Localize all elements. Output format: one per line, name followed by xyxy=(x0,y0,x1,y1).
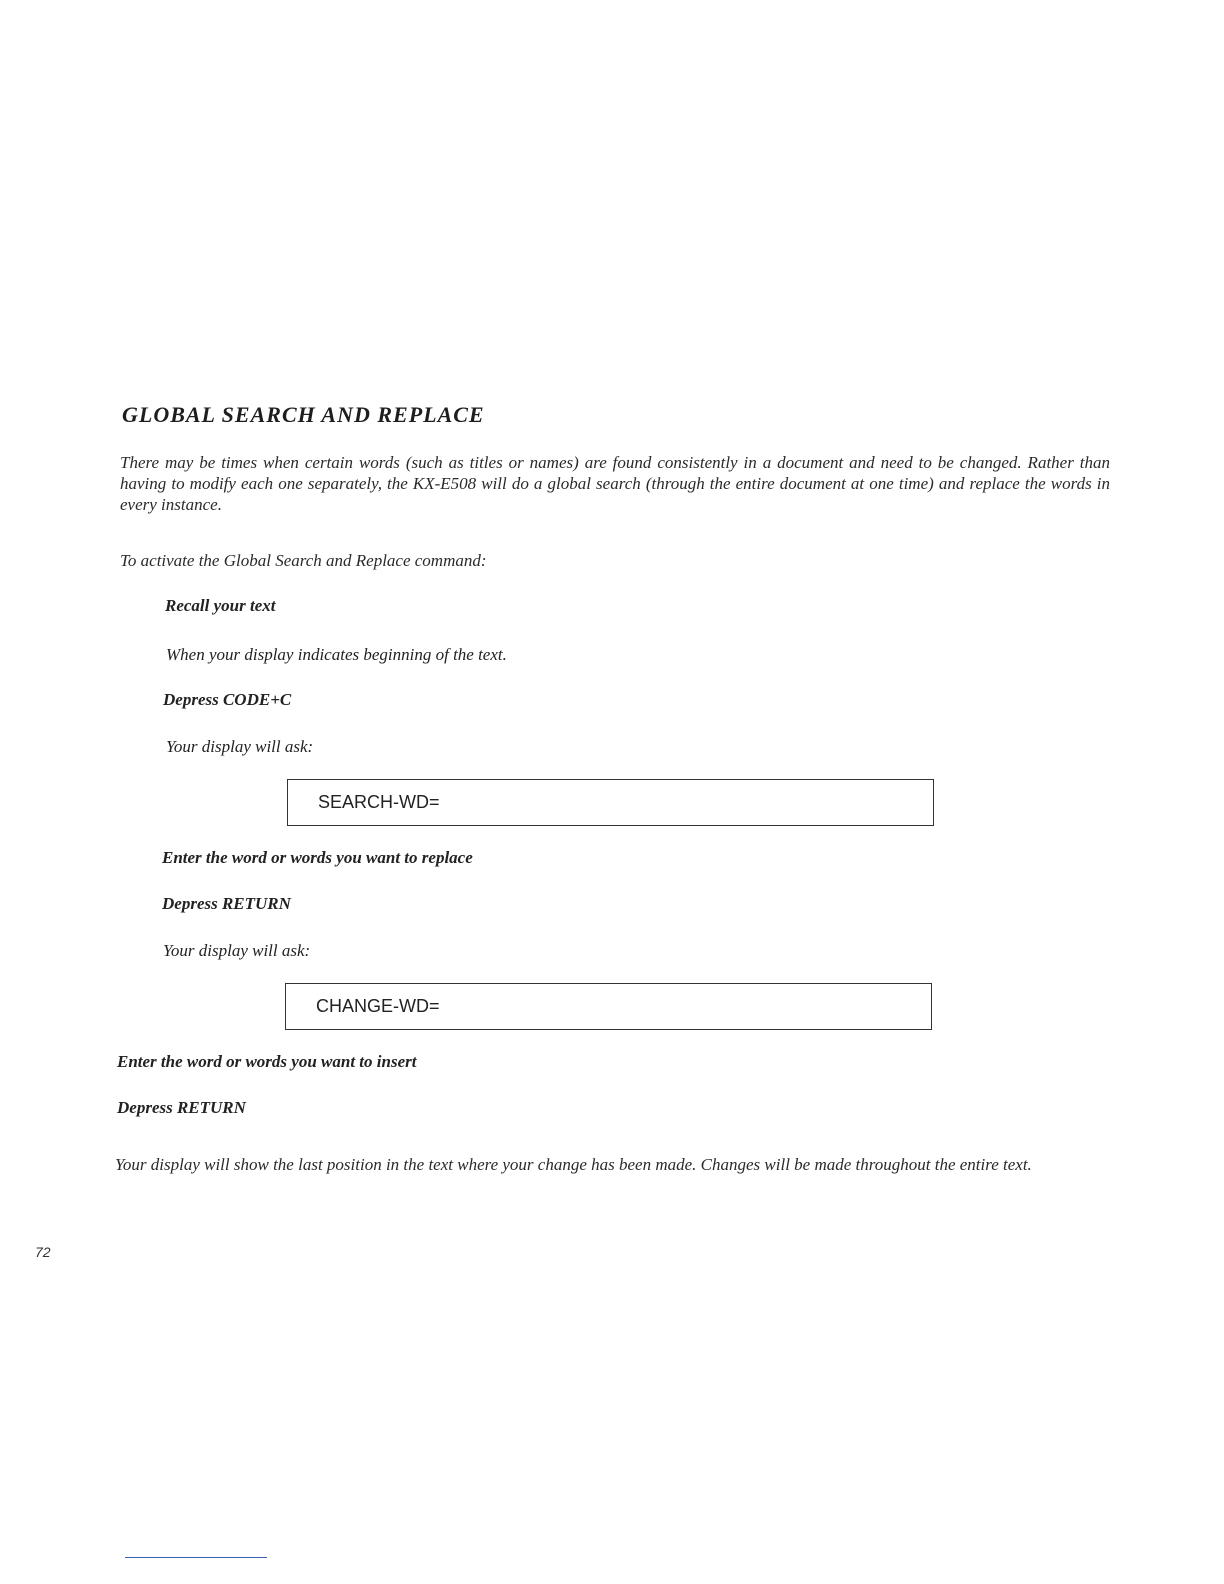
step-depress-return-first: Depress RETURN xyxy=(162,894,291,913)
change-word-display xyxy=(285,983,932,1030)
step-display-beginning: When your display indicates beginning of the text. xyxy=(166,645,507,664)
step-display-ask-change: Your display will ask: xyxy=(163,941,311,960)
step-depress-return-second: Depress RETURN xyxy=(117,1098,246,1117)
closing-paragraph: Your display will show the last position in the text where your change has been made. Changes will be made throughout the entire text. xyxy=(115,1155,1032,1174)
activate-instruction: To activate the Global Search and Replace command: xyxy=(120,551,487,570)
step-depress-code-c: Depress CODE+C xyxy=(163,690,292,709)
page-number: 72 xyxy=(35,1244,51,1260)
intro-paragraph: There may be times when certain words (such as titles or names) are found consistently in a document and need to be changed. Rather than having to modify each one separately, the KX-E508 will do a global search (through the entire document at one time) and replace the words in every instance. xyxy=(120,453,1110,514)
search-word-prompt: SEARCH-WD= xyxy=(318,792,440,812)
step-enter-replace-word: Enter the word or words you want to replace xyxy=(162,848,473,867)
section-heading: GLOBAL SEARCH AND REPLACE xyxy=(122,402,485,427)
search-word-display xyxy=(287,779,934,826)
step-display-ask-search: Your display will ask: xyxy=(166,737,314,756)
step-enter-insert-word: Enter the word or words you want to insert xyxy=(117,1052,417,1071)
footer-divider xyxy=(125,1557,267,1558)
change-word-prompt: CHANGE-WD= xyxy=(316,996,440,1016)
step-recall-text: Recall your text xyxy=(165,596,276,615)
